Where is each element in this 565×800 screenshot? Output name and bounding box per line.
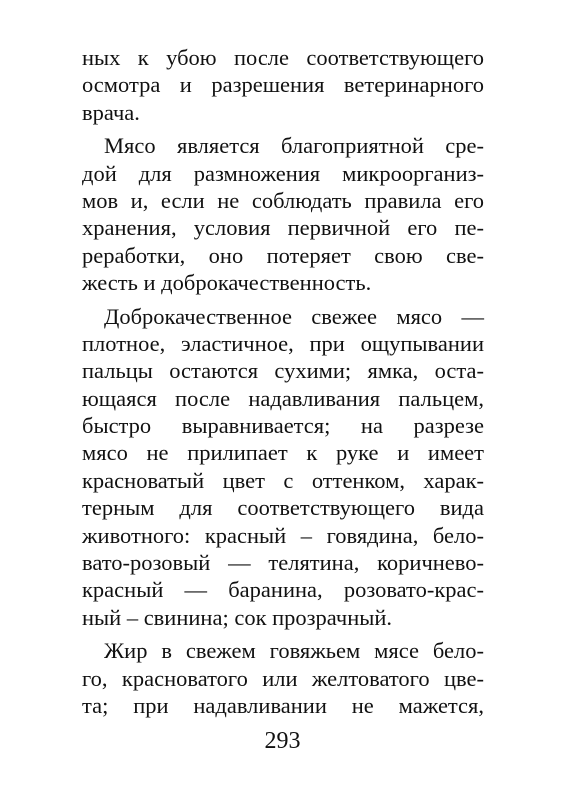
text-line: Доброкачественное свежее мясо — — [104, 303, 484, 329]
text-line: красный — баранина, розовато-крас- — [82, 577, 484, 603]
text-line: пальцы остаются сухими; ямка, оста- — [82, 358, 484, 384]
text-line: мясо не прилипает к руке и имеет — [82, 440, 484, 466]
text-line: мов и, если не соблюдать правила его — [82, 187, 484, 213]
text-line: Жир в свежем говяжьем мясе бело- — [104, 638, 484, 664]
text-line: жесть и доброкачественность. — [82, 270, 372, 296]
text-line: вато-розовый — телятина, коричнево- — [82, 550, 484, 576]
text-line: красноватый цвет с оттенком, харак- — [82, 467, 484, 493]
text-line: быстро выравнивается; на разрезе — [82, 413, 484, 439]
text-line: Мясо является благоприятной сре- — [104, 133, 484, 159]
text-line: го, красноватого или желтоватого цве- — [82, 665, 484, 691]
text-line: осмотра и разрешения ветеринарного — [82, 72, 484, 98]
text-line: врача. — [82, 99, 140, 125]
text-line: плотное, эластичное, при ощупывании — [82, 330, 484, 356]
text-line: ный – свинина; сок прозрачный. — [82, 604, 393, 630]
text-line: ющаяся после надавливания пальцем, — [82, 385, 484, 411]
text-line: реработки, оно потеряет свою све- — [82, 242, 484, 268]
text-line: терным для соответствующего вида — [82, 495, 484, 521]
page-number: 293 — [264, 728, 301, 754]
text-line: ных к убою после соответствующего — [82, 45, 484, 70]
text-line: хранения, условия первичной его пе- — [82, 215, 484, 241]
page-text-block — [82, 44, 484, 719]
text-line: животного: красный – говядина, бело- — [82, 522, 484, 548]
text-line: та; при надавливании не мажется, — [82, 692, 484, 718]
text-line: дой для размножения микроорганиз- — [82, 160, 484, 186]
